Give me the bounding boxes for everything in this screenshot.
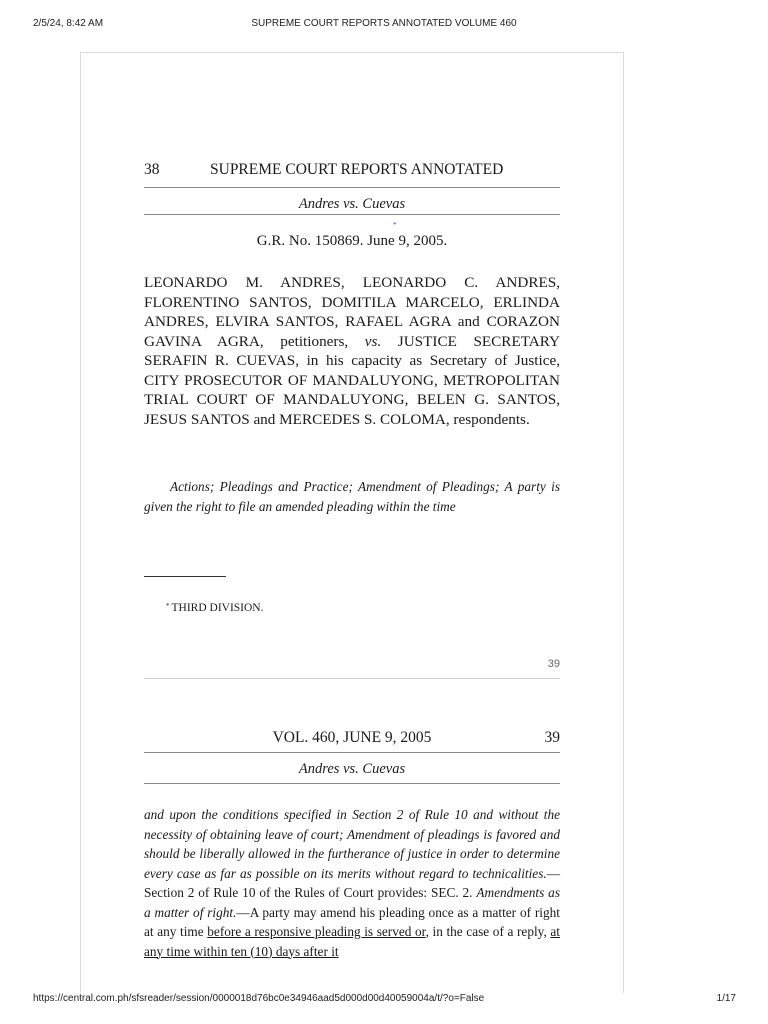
page-number: 39 [544,729,560,746]
caption-rule [144,214,560,215]
syllabus-paragraph: Actions; Pleadings and Practice; Amendment of Pleadings; A party is given the right to file an amended pleading within the time [144,479,560,514]
footnote-rule [144,576,226,577]
print-header [0,18,768,32]
document-page [80,52,624,993]
versus: vs. [364,332,382,350]
page-break-rule [144,678,560,679]
caption-rule [144,783,560,784]
header-rule [144,187,560,188]
page-counter: 1/17 [716,993,736,1004]
footnote-reference-marker: * [393,221,397,229]
page-number: 38 [144,161,160,178]
bottom-page-number: 39 [547,658,560,670]
running-title: SUPREME COURT REPORTS ANNOTATED [210,161,504,178]
footnote: * THIRD DIVISION. [166,602,264,614]
volume-line: VOL. 460, JUNE 9, 2005 [272,729,432,746]
print-title: SUPREME COURT REPORTS ANNOTATED VOLUME 460 [251,18,517,29]
body-text: and upon the conditions specified in Section 2 of Rule 10 and without the necessity of obtaining leave of court; Amendment of pleadings is favored and should be liberally allowed in the furtherance of justice in order to determine every case as far as possible on its merits without regard to technicalities.—Section 2 of Rule 10 of the Rules of Court provides: SEC. 2. Amendments as a matter of right.—A party may amend his pleading once as a matter of right at any time before a responsive pleading is served or, in the case of a reply, at any time within ten (10) days after it [144,807,560,959]
gr-number: G.R. No. 150869. June 9, 2005. [256,233,448,249]
print-footer [0,993,768,1007]
case-caption: Andres vs. Cuevas [298,196,406,212]
page-url: https://central.com.ph/sfsreader/session/0000018d76bc0e34946aad5d000d00d40059004a/t/?o=False [33,993,485,1004]
print-datetime: 2/5/24, 8:42 AM [33,18,104,29]
case-caption: Andres vs. Cuevas [298,761,406,777]
parties-block: LEONARDO M. ANDRES, LEONARDO C. ANDRES, FLORENTINO SANTOS, DOMITILA MARCELO, ERLINDA ANDRES, ELVIRA SANTOS, RAFAEL AGRA and CORAZON GAVINA AGRA, petitioners, vs. JUSTICE SECRETARY SERAFIN R. CUEVAS, in his capacity as Secretary of Justice, CITY PROSECUTOR OF MANDALUYONG, METROPOLITAN TRIAL COURT OF MANDALUYONG, BELEN G. SANTOS, JESUS SANTOS and MERCEDES S. COLOMA, respondents. [144,274,561,428]
header-rule [144,752,560,753]
